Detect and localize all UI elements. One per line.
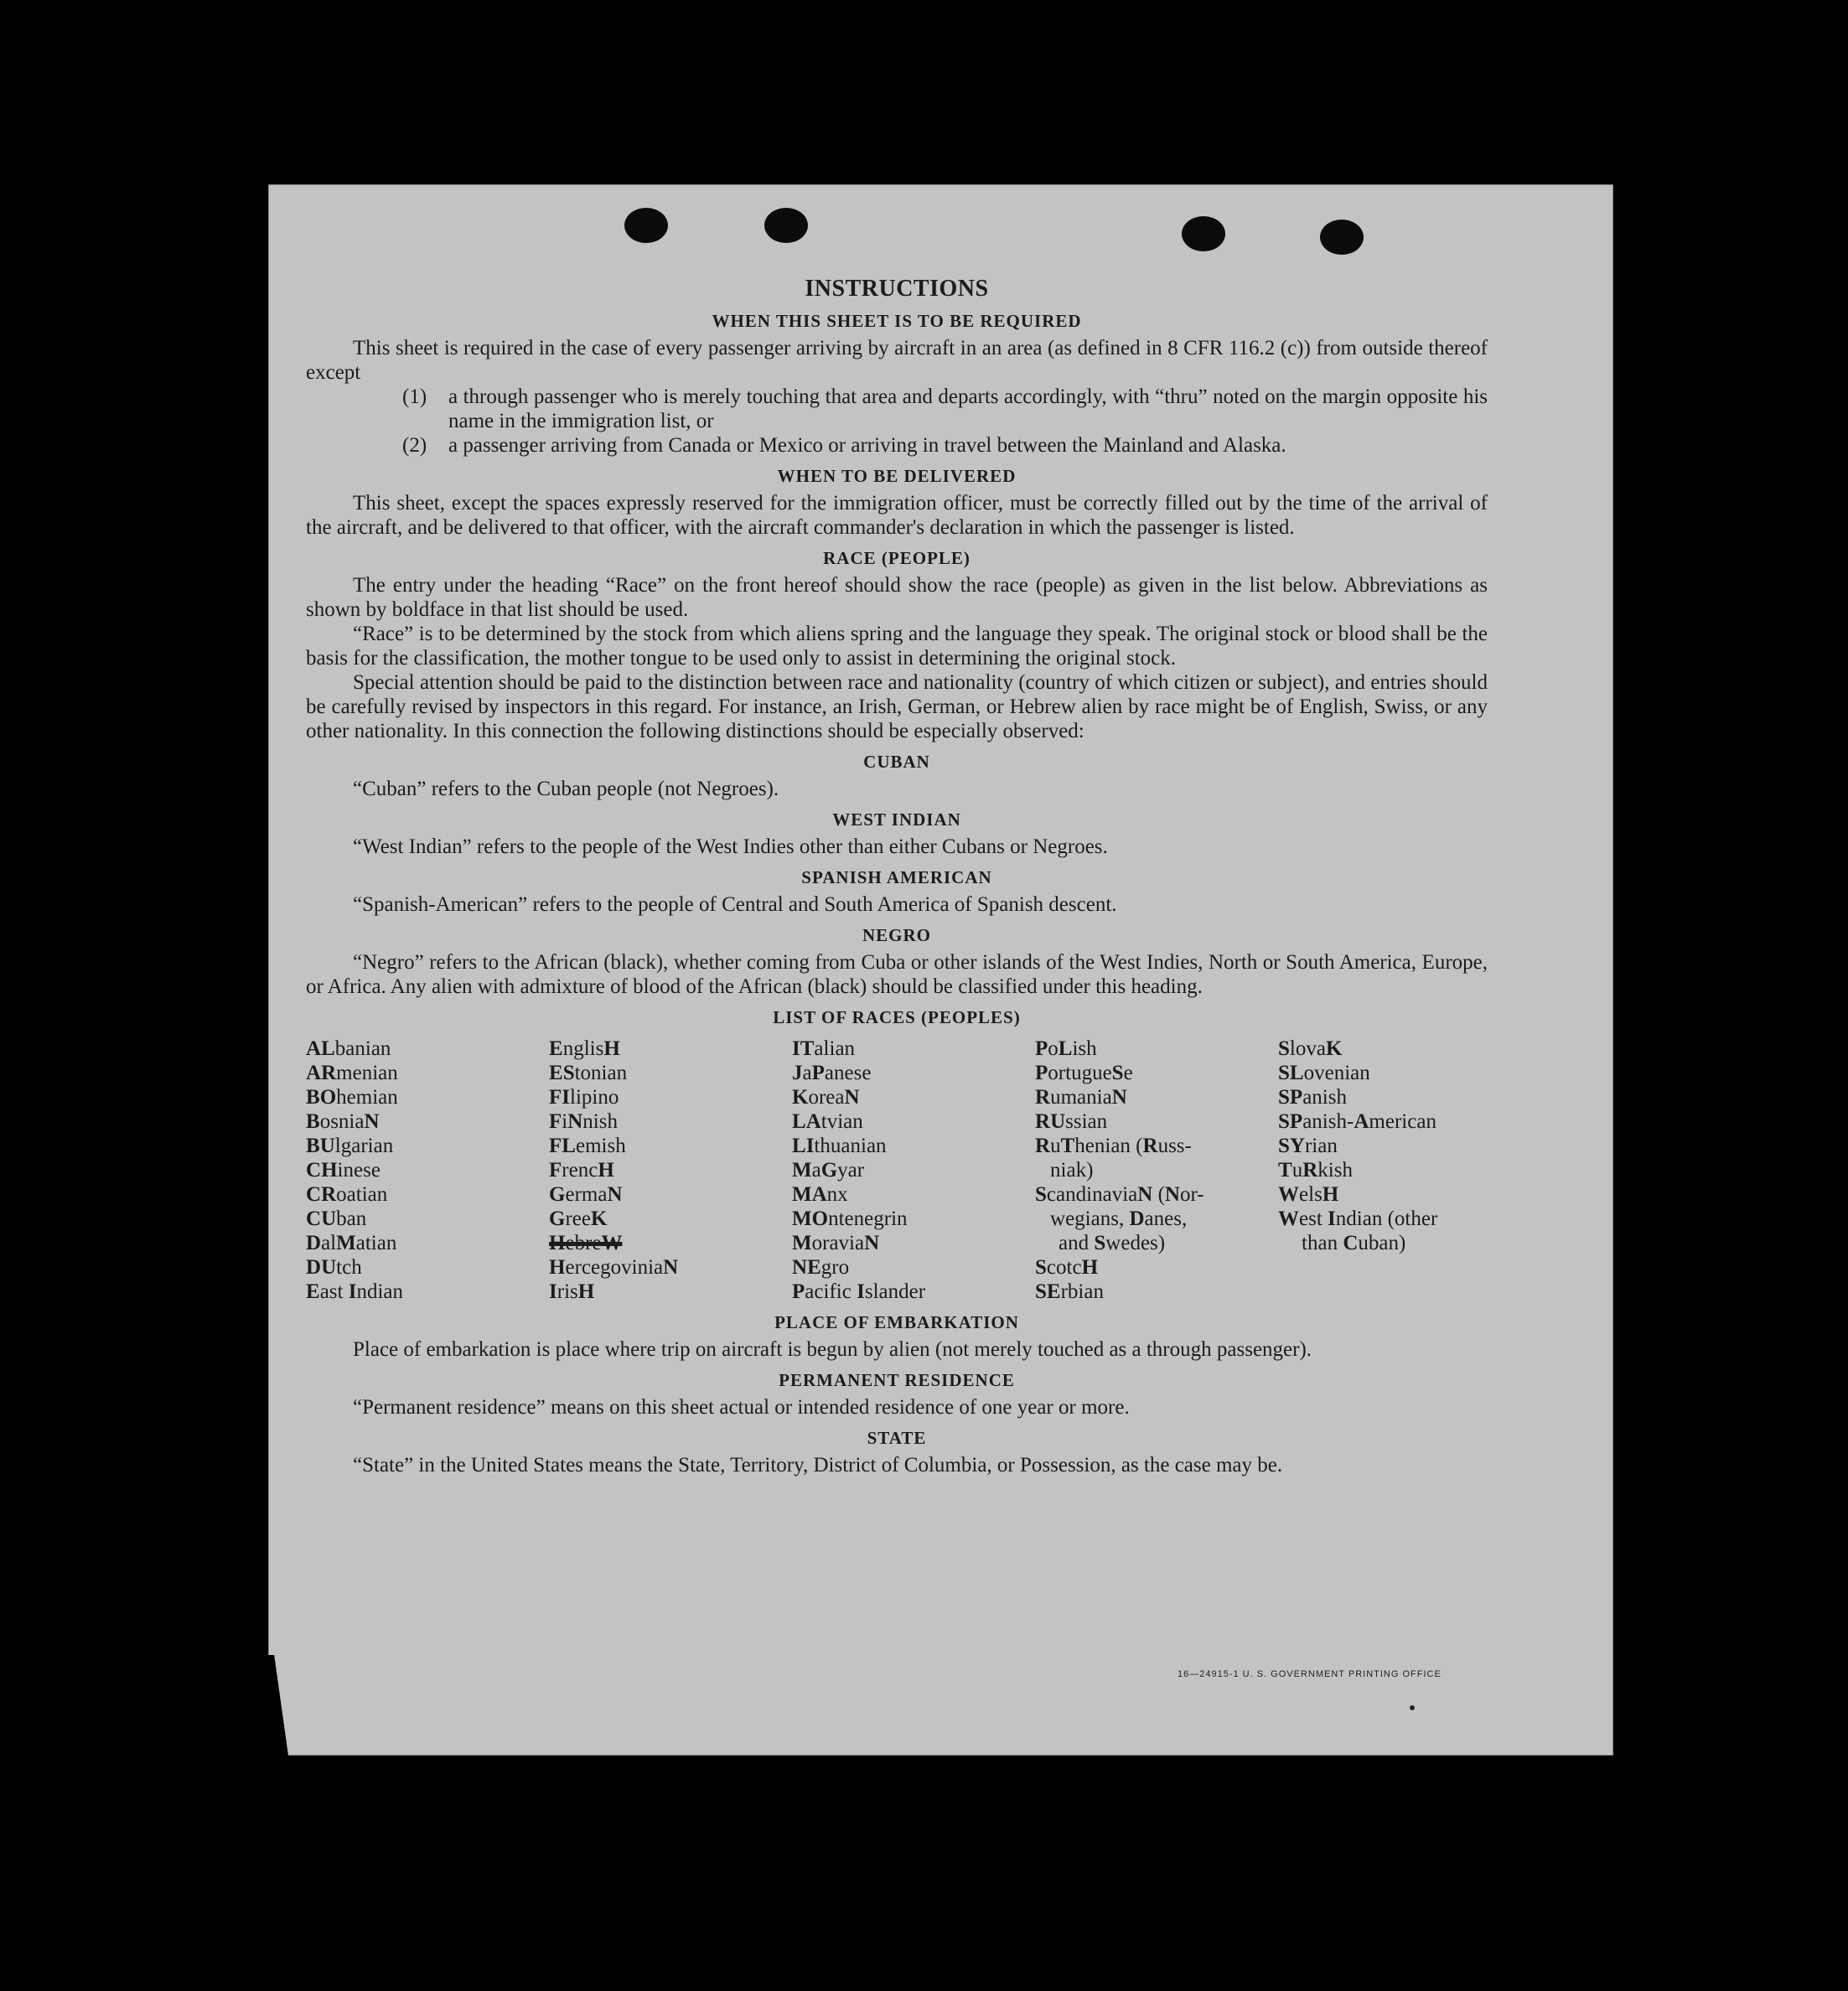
paragraph: Special attention should be paid to the distinction between race and nationality (country of which citizen or subject), and entries should be carefully revised by inspectors in this regard. For instance, an Irish, German, or Hebrew alien by race might be of English, Swiss, or any other nationality. In this connection the following distinctions should be especially observed: <box>306 671 1488 742</box>
race-entry: and Swedes) <box>1059 1232 1166 1254</box>
paragraph: “State” in the United States means the State, Territory, District of Columbia, or Possession, as the case may be. <box>353 1454 1283 1476</box>
race-entry: BosniaN <box>306 1110 380 1133</box>
race-entry: JaPanese <box>792 1062 872 1084</box>
race-entry: FrencH <box>549 1159 614 1182</box>
section-heading: LIST OF RACES (PEOPLES) <box>773 1007 1021 1027</box>
race-entry: LAtvian <box>792 1110 863 1133</box>
race-entry: TuRkish <box>1278 1159 1353 1182</box>
race-entry: HercegoviniaN <box>549 1256 679 1279</box>
item-number: (2) <box>402 434 427 457</box>
race-column <box>792 1037 1035 1304</box>
race-entry: SLovenian <box>1278 1062 1370 1084</box>
punch-hole <box>1320 220 1364 255</box>
punch-hole <box>624 208 668 243</box>
race-entry: RuThenian (Russ- <box>1035 1135 1192 1157</box>
race-entry: ARmenian <box>306 1062 398 1084</box>
race-entry: CRoatian <box>306 1183 388 1206</box>
paragraph: “Permanent residence” means on this sheet actual or intended residence of one year or more. <box>353 1396 1130 1419</box>
race-entry: SYrian <box>1278 1135 1338 1157</box>
document-sheet <box>268 184 1613 1756</box>
race-entry: KoreaN <box>792 1086 860 1109</box>
list-item <box>306 385 1488 433</box>
paragraph: Place of embarkation is place where trip on aircraft is begun by alien (not merely touched as a through passenger). <box>353 1338 1312 1361</box>
item-number: (1) <box>402 385 427 408</box>
paragraph: The entry under the heading “Race” on the front hereof should show the race (people) as given in the list below. Abbreviations as shown by boldface in that list should be used. <box>306 574 1488 621</box>
race-entry: West Indian (other <box>1278 1208 1438 1230</box>
punch-hole <box>764 208 808 243</box>
race-column <box>306 1037 549 1304</box>
race-entry: East Indian <box>306 1280 404 1303</box>
race-entry: PoLish <box>1035 1037 1097 1060</box>
item-text: a passenger arriving from Canada or Mexico or arriving in travel between the Mainland and Alaska. <box>448 434 1286 457</box>
race-entry: MoraviaN <box>792 1232 880 1254</box>
race-entry: GermaN <box>549 1183 623 1206</box>
race-entry: SErbian <box>1035 1280 1104 1303</box>
race-entry: DUtch <box>306 1256 362 1279</box>
section-heading: PERMANENT RESIDENCE <box>779 1370 1015 1390</box>
paragraph: “Spanish-American” refers to the people of Central and South America of Spanish descent. <box>353 893 1117 916</box>
race-entry: EnglisH <box>549 1037 620 1060</box>
race-entry: BOhemian <box>306 1086 398 1109</box>
race-entry: Pacific Islander <box>792 1280 926 1303</box>
race-entry: wegians, Danes, <box>1050 1208 1188 1230</box>
paragraph: “Cuban” refers to the Cuban people (not Negroes). <box>353 778 779 800</box>
paragraph: This sheet, except the spaces expressly reserved for the immigration officer, must be correctly filled out by the time of the arrival of the aircraft, and be delivered to that officer, with the aircraft commander's declaration in which the passenger is listed. <box>306 492 1488 539</box>
race-entry: GreeK <box>549 1208 608 1230</box>
punch-hole <box>1182 216 1225 251</box>
race-entry: than Cuban) <box>1302 1232 1406 1254</box>
race-entry: ScotcH <box>1035 1256 1099 1279</box>
paragraph: “Negro” refers to the African (black), whether coming from Cuba or other islands of the West Indies, North or South America, Europe, or Africa. Any alien with admixture of blood of the African (black) should be classified under this heading. <box>306 951 1488 998</box>
race-entry: EStonian <box>549 1062 628 1084</box>
race-column <box>1278 1037 1496 1304</box>
race-column <box>549 1037 792 1304</box>
race-entry: MaGyar <box>792 1159 865 1182</box>
race-entry: PortugueSe <box>1035 1062 1133 1084</box>
race-entry: CUban <box>306 1208 367 1230</box>
race-entry: ITalian <box>792 1037 856 1060</box>
race-entry: IrisH <box>549 1280 595 1303</box>
race-column <box>1035 1037 1278 1304</box>
race-entry: DalMatian <box>306 1232 397 1254</box>
section-heading: WHEN THIS SHEET IS TO BE REQUIRED <box>712 311 1082 331</box>
printing-office-imprint: 16—24915-1 U. S. GOVERNMENT PRINTING OFFICE <box>1178 1669 1442 1679</box>
section-heading: STATE <box>867 1428 927 1448</box>
race-list <box>306 1037 1488 1304</box>
race-entry: SPanish <box>1278 1086 1347 1109</box>
item-text: a through passenger who is merely touching that area and departs accordingly, with “thru” noted on the margin opposite his name in the immigration list, or <box>448 385 1488 432</box>
race-entry: RUssian <box>1035 1110 1108 1133</box>
section-heading: PLACE OF EMBARKATION <box>774 1312 1019 1332</box>
section-heading: NEGRO <box>862 925 931 945</box>
paragraph: “West Indian” refers to the people of the West Indies other than either Cubans or Negroes. <box>353 835 1108 858</box>
race-entry: MAnx <box>792 1183 848 1206</box>
section-heading: SPANISH AMERICAN <box>801 867 992 887</box>
race-entry: CHinese <box>306 1159 380 1182</box>
list-item <box>306 433 1488 458</box>
race-entry: SlovaK <box>1278 1037 1343 1060</box>
section-heading: RACE (PEOPLE) <box>823 548 971 568</box>
race-entry: ALbanian <box>306 1037 391 1060</box>
paragraph: “Race” is to be determined by the stock from which aliens spring and the language they speak. The original stock or blood shall be the basis for the classification, the mother tongue to be used only to assist in determining the original stock. <box>306 623 1488 670</box>
race-entry: niak) <box>1050 1159 1094 1182</box>
race-entry: RumaniaN <box>1035 1086 1127 1109</box>
instructions-body <box>306 277 1488 1477</box>
section-heading: CUBAN <box>863 752 930 772</box>
race-entry: SPanish-American <box>1278 1110 1436 1133</box>
race-entry: FiNnish <box>549 1110 618 1133</box>
race-entry: BUlgarian <box>306 1135 394 1157</box>
race-entry: NEgro <box>792 1256 850 1279</box>
section-heading: WEST INDIAN <box>832 809 961 830</box>
race-entry: FIlipino <box>549 1086 619 1109</box>
race-entry: LIthuanian <box>792 1135 887 1157</box>
race-entry-struck: HebreW <box>549 1232 623 1254</box>
race-entry: ScandinaviaN (Nor- <box>1035 1183 1204 1206</box>
page-title: INSTRUCTIONS <box>805 276 989 302</box>
paragraph: This sheet is required in the case of every passenger arriving by aircraft in an area (as defined in 8 CFR 116.2 (c)) from outside thereof except <box>306 337 1488 384</box>
ink-dot <box>1410 1705 1415 1710</box>
race-entry: MOntenegrin <box>792 1208 908 1230</box>
race-entry: FLemish <box>549 1135 626 1157</box>
section-heading: WHEN TO BE DELIVERED <box>777 466 1017 486</box>
race-entry: WelsH <box>1278 1183 1339 1206</box>
